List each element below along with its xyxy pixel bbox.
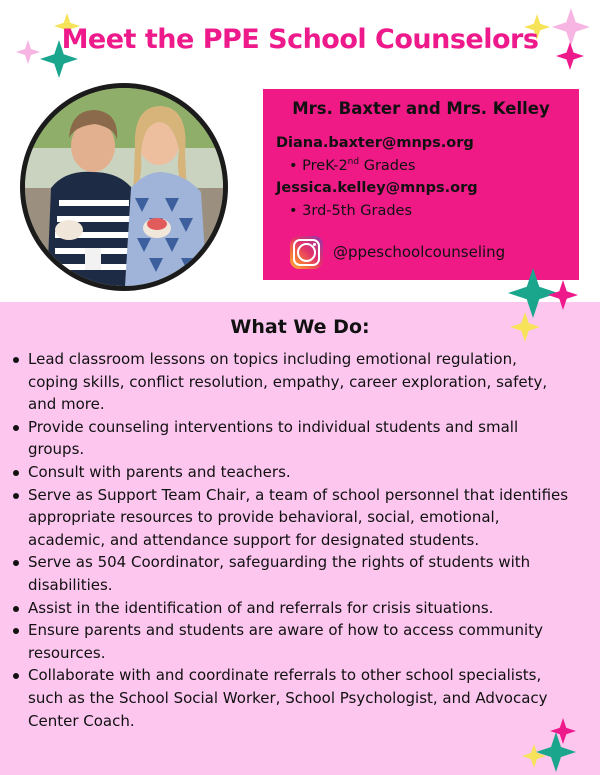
counselor-names: Mrs. Baxter and Mrs. Kelley bbox=[292, 99, 550, 118]
list-item: Provide counseling interventions to individual students and small groups. bbox=[10, 416, 570, 461]
instagram-handle[interactable]: @ppeschoolcounseling bbox=[333, 243, 506, 261]
email-kelley[interactable]: Jessica.kelley@mnps.org bbox=[276, 180, 478, 196]
grade-range-baxter: • PreK-2nd Grades bbox=[289, 157, 416, 174]
list-item: Serve as Support Team Chair, a team of school personnel that identifies appropriate resources to provide behavioral, social, emotional, academic, and attendance support for designated students. bbox=[10, 484, 570, 552]
duties-list bbox=[10, 348, 570, 732]
counselors-photo bbox=[20, 83, 228, 291]
star-icon bbox=[522, 744, 546, 768]
list-item: Lead classroom lessons on topics including emotional regulation, coping skills, conflict resolution, empathy, career exploration, safety, and more. bbox=[10, 348, 570, 416]
star-icon bbox=[510, 312, 540, 342]
instagram-icon[interactable] bbox=[290, 236, 323, 269]
list-item: Consult with parents and teachers. bbox=[10, 461, 570, 484]
email-baxter[interactable]: Diana.baxter@mnps.org bbox=[276, 135, 474, 151]
page-title: Meet the PPE School Counselors bbox=[61, 24, 539, 55]
grade-range-kelley: • 3rd-5th Grades bbox=[289, 203, 413, 219]
counselor-info-box bbox=[263, 89, 579, 280]
list-item: Ensure parents and students are aware of how to access community resources. bbox=[10, 619, 570, 664]
star-icon bbox=[548, 280, 578, 310]
what-we-do-section bbox=[0, 302, 600, 775]
list-item: Serve as 504 Coordinator, safeguarding the rights of students with disabilities. bbox=[10, 551, 570, 596]
list-item: Collaborate with and coordinate referrals to other school specialists, such as the School Social Worker, School Psychologist, and Advocacy Center Coach. bbox=[10, 664, 570, 732]
section-heading: What We Do: bbox=[230, 316, 370, 338]
list-item: Assist in the identification of and referrals for crisis situations. bbox=[10, 597, 570, 620]
